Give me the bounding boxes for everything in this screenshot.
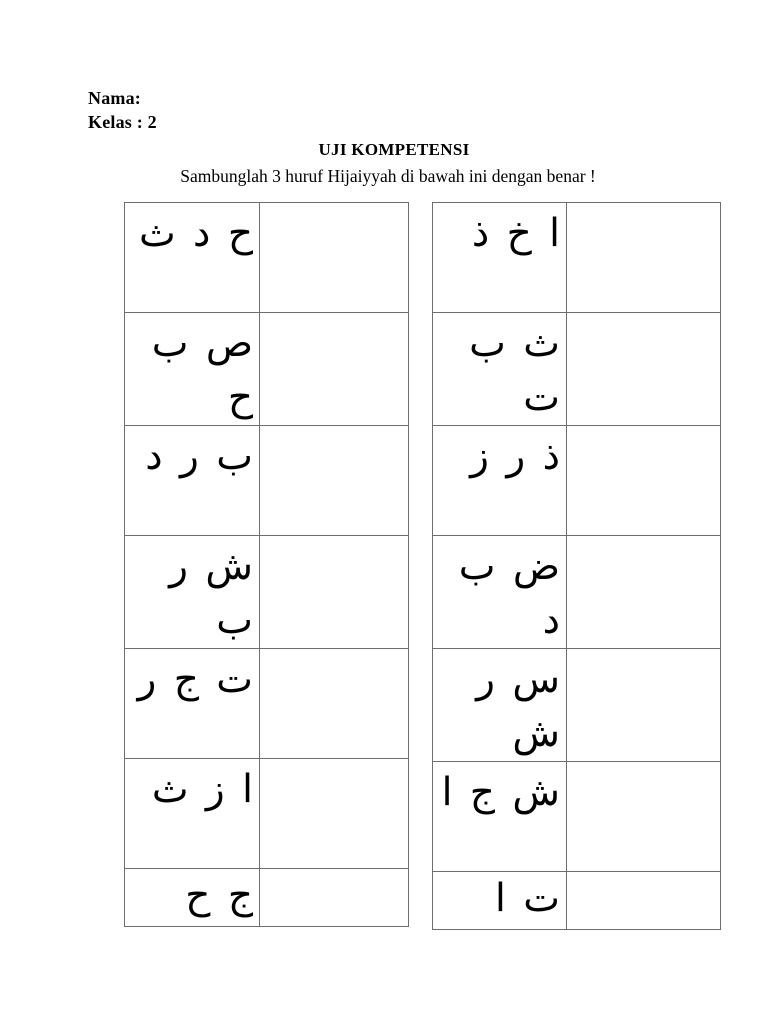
table-row xyxy=(125,203,409,313)
left-exercise-table xyxy=(124,202,409,927)
hijaiyah-letters: ض ب د xyxy=(458,544,560,643)
answer-cell-container[interactable] xyxy=(260,649,409,759)
letters-cell-container xyxy=(433,313,567,426)
answer-cell-container[interactable] xyxy=(260,313,409,426)
answer-blank[interactable] xyxy=(260,869,408,926)
answer-blank[interactable] xyxy=(567,313,720,425)
answer-blank[interactable] xyxy=(260,203,408,312)
table-row xyxy=(125,313,409,426)
answer-cell-container[interactable] xyxy=(260,426,409,536)
letters-cell-container xyxy=(433,762,567,872)
table-row xyxy=(125,869,409,927)
letters-cell-container xyxy=(125,536,260,649)
answer-blank[interactable] xyxy=(567,649,720,761)
letters-cell-container xyxy=(125,759,260,869)
answer-blank[interactable] xyxy=(567,426,720,535)
hijaiyah-letters: ج ح xyxy=(185,873,253,918)
table-row xyxy=(433,762,721,872)
answer-cell-container[interactable] xyxy=(567,762,721,872)
hijaiyah-letters: ص ب ح xyxy=(151,321,253,420)
table-row xyxy=(125,536,409,649)
letters-cell-container xyxy=(433,203,567,313)
answer-cell-container[interactable] xyxy=(260,759,409,869)
hijaiyah-letters: ا خ ذ xyxy=(471,211,560,256)
table-row xyxy=(125,426,409,536)
hijaiyah-letters: ا ز ث xyxy=(151,767,253,812)
student-name-label: Nama: xyxy=(88,88,141,108)
answer-cell-container[interactable] xyxy=(260,869,409,927)
left-table-body xyxy=(125,203,409,927)
letters-cell-container xyxy=(433,536,567,649)
answer-blank[interactable] xyxy=(260,536,408,648)
answer-blank[interactable] xyxy=(260,759,408,868)
letters-cell-container xyxy=(125,313,260,426)
table-row xyxy=(433,426,721,536)
table-row xyxy=(125,649,409,759)
table-row xyxy=(125,759,409,869)
letters-cell-container xyxy=(433,872,567,930)
answer-cell-container[interactable] xyxy=(567,203,721,313)
answer-cell-container[interactable] xyxy=(567,649,721,762)
answer-blank[interactable] xyxy=(567,536,720,648)
table-row xyxy=(433,649,721,762)
answer-blank[interactable] xyxy=(567,762,720,871)
letters-cell-container xyxy=(125,426,260,536)
answer-cell-container[interactable] xyxy=(567,426,721,536)
answer-cell-container[interactable] xyxy=(567,872,721,930)
hijaiyah-letters: ب ر د xyxy=(145,434,253,479)
worksheet-tables xyxy=(124,202,720,921)
answer-blank[interactable] xyxy=(260,649,408,758)
table-row xyxy=(433,203,721,313)
letters-cell-container xyxy=(125,649,260,759)
student-class-label: Kelas : 2 xyxy=(88,112,157,132)
letters-cell-container xyxy=(433,649,567,762)
page-title: UJI KOMPETENSI xyxy=(318,140,470,159)
letters-cell-container xyxy=(125,203,260,313)
hijaiyah-letters: ت ا xyxy=(495,876,560,921)
instruction-text: Sambunglah 3 huruf Hijaiyyah di bawah ini dengan benar ! xyxy=(180,166,596,186)
table-row xyxy=(433,536,721,649)
hijaiyah-letters: ث ب ت xyxy=(469,321,560,420)
hijaiyah-letters: ذ ر ز xyxy=(470,434,560,479)
right-exercise-table xyxy=(432,202,721,930)
letters-cell-container xyxy=(433,426,567,536)
answer-cell-container[interactable] xyxy=(567,313,721,426)
answer-blank[interactable] xyxy=(260,426,408,535)
hijaiyah-letters: ش ج ا xyxy=(441,770,560,815)
answer-blank[interactable] xyxy=(567,872,720,929)
worksheet-header xyxy=(0,86,768,188)
hijaiyah-letters: ح د ث xyxy=(138,211,253,256)
answer-cell-container[interactable] xyxy=(260,536,409,649)
hijaiyah-letters: ت ج ر xyxy=(137,657,253,702)
hijaiyah-letters: س ر ش xyxy=(476,657,560,756)
answer-cell-container[interactable] xyxy=(260,203,409,313)
answer-blank[interactable] xyxy=(567,203,720,312)
letters-cell-container xyxy=(125,869,260,927)
table-row xyxy=(433,313,721,426)
right-table-body xyxy=(433,203,721,930)
hijaiyah-letters: ش ر ب xyxy=(169,544,253,643)
answer-blank[interactable] xyxy=(260,313,408,425)
answer-cell-container[interactable] xyxy=(567,536,721,649)
table-row xyxy=(433,872,721,930)
